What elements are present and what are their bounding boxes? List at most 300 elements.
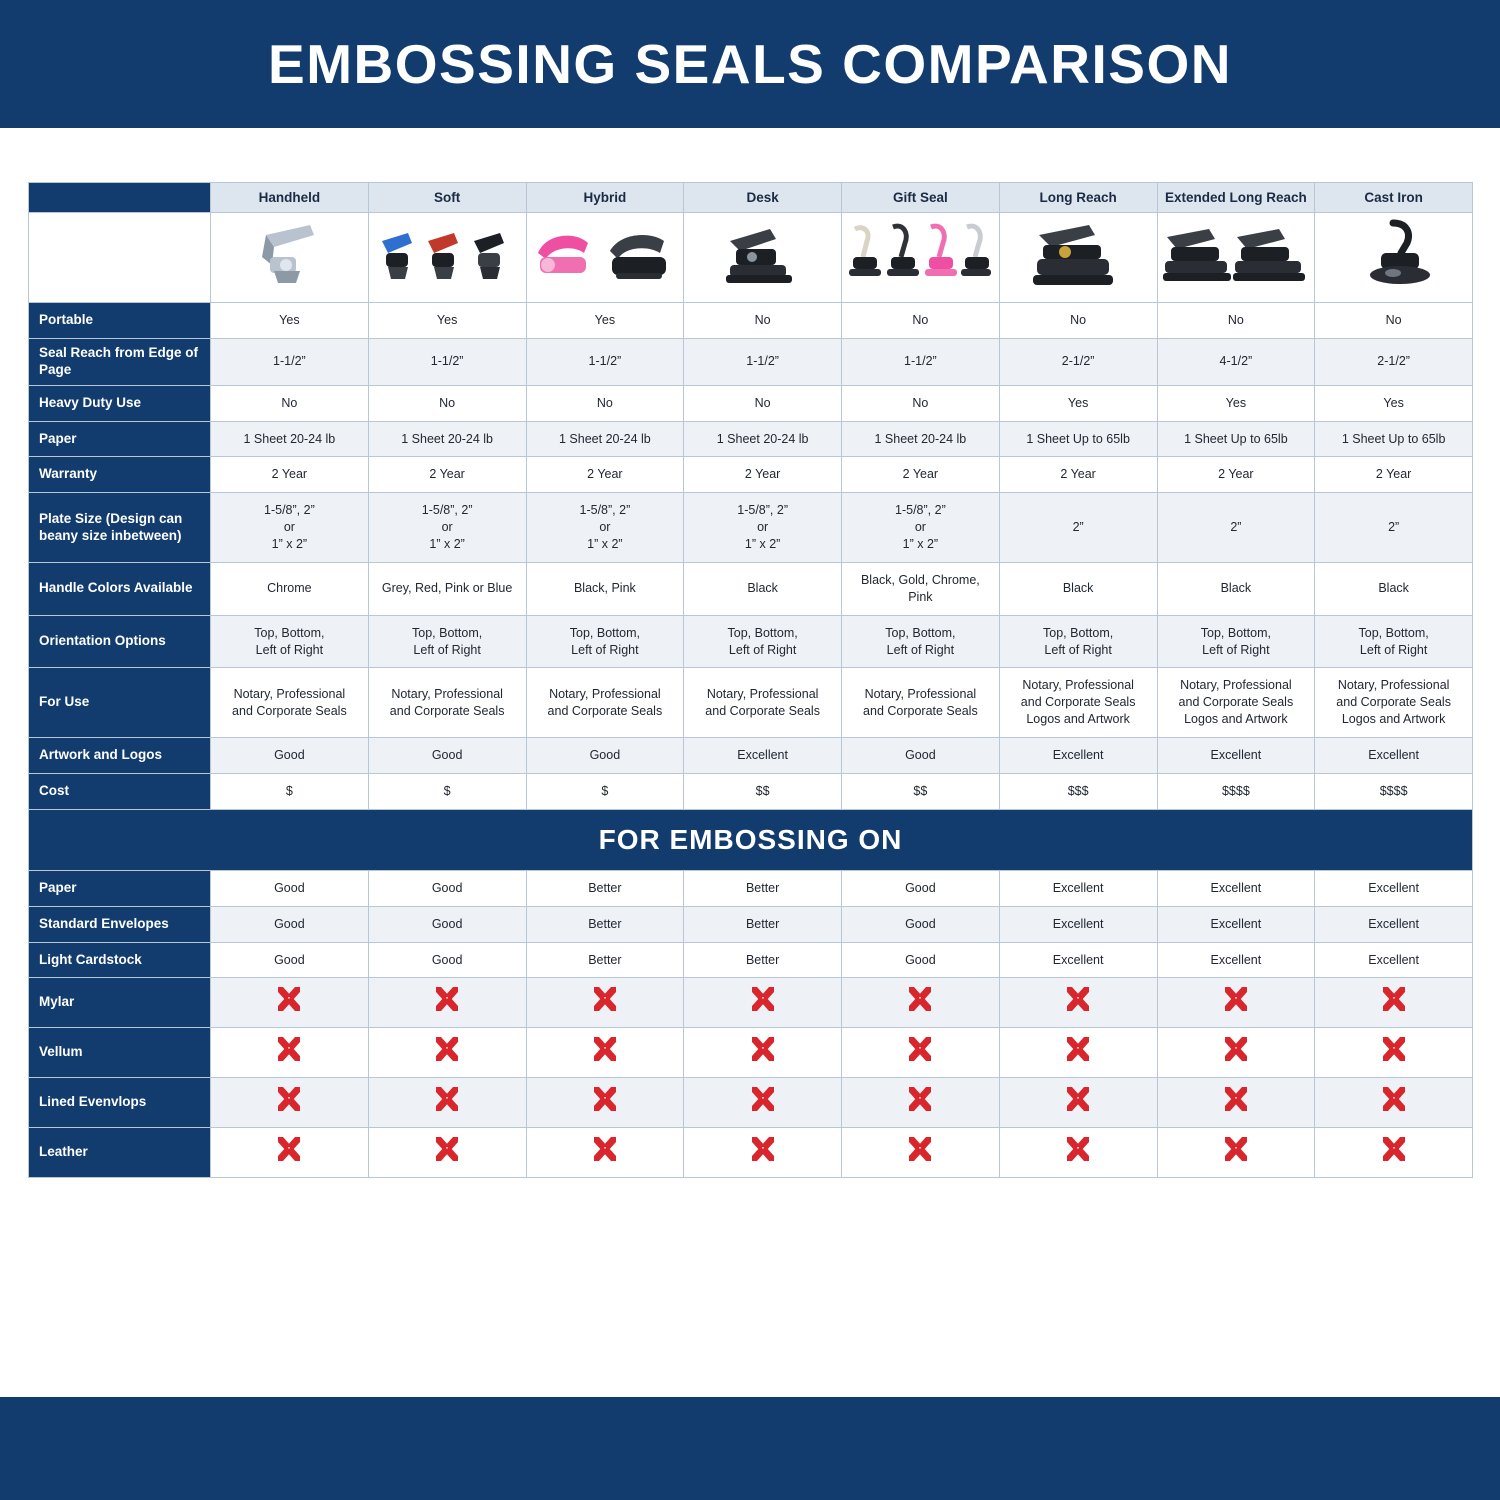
cell-line: Excellent xyxy=(1368,952,1419,967)
table-cell-unavailable xyxy=(368,1128,526,1178)
cell-line: Notary, Professional xyxy=(233,686,346,701)
row-header-cost: Cost xyxy=(29,773,211,809)
red-x-icon xyxy=(276,1137,302,1163)
red-x-icon xyxy=(1381,1137,1407,1163)
table-cell-unavailable xyxy=(684,978,842,1028)
red-x-icon xyxy=(750,1087,776,1113)
red-x-icon xyxy=(1223,987,1249,1013)
cell-line: $$ xyxy=(755,783,770,798)
cell-line: No xyxy=(596,395,613,410)
table-cell xyxy=(842,773,1000,809)
table-cell xyxy=(368,615,526,668)
cell-line: Left of Right xyxy=(571,642,639,657)
table-row xyxy=(29,615,1473,668)
cell-line: $ xyxy=(601,783,609,798)
column-header-extended-long-reach: Extended Long Reach xyxy=(1157,183,1315,213)
cell-line: Left of Right xyxy=(886,642,955,657)
cell-line: Good xyxy=(274,916,305,931)
table-cell xyxy=(1315,668,1473,738)
table-cell xyxy=(1157,303,1315,339)
cell-line: Notary, Professional xyxy=(549,686,661,701)
red-x-icon xyxy=(1381,987,1407,1013)
column-header-desk: Desk xyxy=(684,183,842,213)
row-header-orientation-options: Orientation Options xyxy=(29,615,211,668)
desk-embosser-icon xyxy=(688,213,838,302)
cell-line: Excellent xyxy=(1368,748,1419,762)
cell-line: Better xyxy=(588,952,622,967)
table-cell xyxy=(842,421,1000,457)
cell-line: Yes xyxy=(436,313,458,327)
comparison-table xyxy=(28,182,1473,1178)
table-row xyxy=(29,978,1473,1028)
cell-line: Yes xyxy=(1067,395,1089,410)
table-cell xyxy=(842,668,1000,738)
cell-line: Top, Bottom, xyxy=(885,625,956,640)
table-cell xyxy=(842,303,1000,339)
cell-line: 4-1/2” xyxy=(1219,354,1253,369)
row-header-leather: Leather xyxy=(29,1128,211,1178)
cell-line: 1-1/2” xyxy=(746,354,779,369)
table-cell-unavailable xyxy=(1157,1078,1315,1128)
table-cell xyxy=(211,303,369,339)
table-cell xyxy=(684,615,842,668)
red-x-icon xyxy=(907,1087,933,1113)
row-header-type-of-embosser: Type of Embosser xyxy=(29,213,211,303)
cell-line: Top, Bottom, xyxy=(1358,625,1429,640)
cell-line: Left of Right xyxy=(413,642,481,657)
red-x-icon xyxy=(750,987,776,1013)
table-row xyxy=(29,457,1473,493)
cell-line: Black, Gold, Chrome, Pink xyxy=(860,572,980,604)
table-cell xyxy=(211,385,369,421)
table-cell-unavailable xyxy=(1315,978,1473,1028)
table-cell xyxy=(526,668,684,738)
table-cell xyxy=(211,562,369,615)
table-row xyxy=(29,385,1473,421)
cell-line: Excellent xyxy=(1368,916,1419,931)
table-cell xyxy=(842,906,1000,942)
handheld-embosser-icon xyxy=(214,213,364,302)
cell-line: 2 Year xyxy=(429,467,465,482)
table-cell xyxy=(368,493,526,563)
row-header-artwork-and-logos: Artwork and Logos xyxy=(29,738,211,774)
table-cell xyxy=(211,773,369,809)
cell-line: Notary, Professional xyxy=(391,686,503,701)
table-cell xyxy=(1157,457,1315,493)
soft-embosser-icon xyxy=(372,213,522,302)
red-x-icon xyxy=(592,1087,618,1113)
cell-line: Top, Bottom, xyxy=(727,625,798,640)
table-corner xyxy=(29,183,211,213)
cell-line: No xyxy=(754,313,771,327)
table-cell xyxy=(842,870,1000,906)
row-header-lined-evenvlops: Lined Evenvlops xyxy=(29,1078,211,1128)
cell-line: Left of Right xyxy=(1044,642,1112,657)
cell-line: 2 Year xyxy=(271,467,308,482)
cell-line: or xyxy=(757,520,769,535)
table-cell xyxy=(368,562,526,615)
table-cell xyxy=(842,738,1000,774)
table-cell-unavailable xyxy=(684,1028,842,1078)
table-cell xyxy=(1315,562,1473,615)
cell-line: Excellent xyxy=(1052,916,1104,931)
table-cell-unavailable xyxy=(842,1128,1000,1178)
cell-line: Better xyxy=(588,880,622,895)
table-cell-unavailable xyxy=(842,1028,1000,1078)
red-x-icon xyxy=(434,1037,460,1063)
cell-line: and Corporate Seals xyxy=(547,703,663,718)
table-cell xyxy=(999,870,1157,906)
page-title: EMBOSSING SEALS COMPARISON xyxy=(268,33,1232,95)
cell-line: 1 Sheet Up to 65lb xyxy=(1026,431,1130,446)
cell-line: No xyxy=(912,313,929,327)
table-row xyxy=(29,668,1473,738)
cell-line: No xyxy=(1070,313,1087,327)
table-cell xyxy=(999,385,1157,421)
gift-seal-embosser-icon xyxy=(845,213,995,302)
cell-line: Top, Bottom, xyxy=(254,625,325,640)
table-cell xyxy=(1315,870,1473,906)
cell-line: Notary, Professional xyxy=(1180,678,1292,693)
cell-line: Yes xyxy=(1383,395,1404,410)
table-cell xyxy=(526,738,684,774)
table-cell xyxy=(999,421,1157,457)
table-cell-unavailable xyxy=(684,1078,842,1128)
cell-line: Logos and Artwork xyxy=(1184,712,1288,727)
row-header-seal-reach-from-edge-of-page: Seal Reach from Edge of Page xyxy=(29,338,211,385)
table-cell xyxy=(526,303,684,339)
cell-line: Left of Right xyxy=(728,642,797,657)
table-cell-unavailable xyxy=(684,1128,842,1178)
table-cell xyxy=(368,906,526,942)
embosser-image-cell xyxy=(684,213,842,303)
cell-line: Good xyxy=(905,916,936,931)
cell-line: 1-5/8”, 2” xyxy=(737,503,788,518)
table-cell xyxy=(211,457,369,493)
table-cell-unavailable xyxy=(526,978,684,1028)
table-cell xyxy=(368,385,526,421)
cell-line: Better xyxy=(745,916,780,931)
table-cell xyxy=(842,457,1000,493)
table-cell-unavailable xyxy=(368,1078,526,1128)
row-header-plate-size-design-can-beany-size-inbetween: Plate Size (Design can beany size inbetween) xyxy=(29,493,211,563)
table-row xyxy=(29,942,1473,978)
table-cell xyxy=(211,942,369,978)
table-cell xyxy=(999,942,1157,978)
table-cell-unavailable xyxy=(211,1078,369,1128)
table-cell xyxy=(684,668,842,738)
table-cell xyxy=(1157,562,1315,615)
cell-line: No xyxy=(912,395,929,410)
cell-line: Good xyxy=(905,952,936,967)
red-x-icon xyxy=(276,1037,302,1063)
red-x-icon xyxy=(1065,1087,1091,1113)
table-cell-unavailable xyxy=(1315,1078,1473,1128)
row-header-paper: Paper xyxy=(29,870,211,906)
cell-line: Yes xyxy=(594,313,616,327)
table-cell-unavailable xyxy=(211,1028,369,1078)
table-cell xyxy=(368,870,526,906)
cell-line: Logos and Artwork xyxy=(1026,712,1130,727)
cell-line: Excellent xyxy=(737,748,788,762)
table-cell-unavailable xyxy=(999,1078,1157,1128)
row-header-for-use: For Use xyxy=(29,668,211,738)
cell-line: Logos and Artwork xyxy=(1341,712,1446,727)
cell-line: $$$$ xyxy=(1379,783,1408,798)
table-cell xyxy=(526,385,684,421)
section-band-row xyxy=(29,809,1473,870)
extended-long-reach-embosser-icon xyxy=(1161,213,1311,302)
table-cell xyxy=(526,942,684,978)
cell-line: and Corporate Seals xyxy=(389,703,505,718)
table-cell-unavailable xyxy=(211,1128,369,1178)
cell-line: Good xyxy=(431,880,463,895)
table-cell xyxy=(684,493,842,563)
table-row xyxy=(29,562,1473,615)
red-x-icon xyxy=(907,1037,933,1063)
cell-line: Yes xyxy=(279,313,300,327)
embosser-image-cell xyxy=(1157,213,1315,303)
table-cell xyxy=(526,906,684,942)
cell-line: 1 Sheet 20-24 lb xyxy=(874,431,967,446)
table-cell-unavailable xyxy=(999,1128,1157,1178)
cell-line: 2-1/2” xyxy=(1377,354,1410,369)
table-cell xyxy=(368,773,526,809)
table-cell xyxy=(526,870,684,906)
table-row xyxy=(29,738,1473,774)
table-cell xyxy=(1157,493,1315,563)
red-x-icon xyxy=(1065,1137,1091,1163)
cell-line: Grey, Red, Pink or Blue xyxy=(381,581,513,596)
red-x-icon xyxy=(1223,1037,1249,1063)
cell-line: Excellent xyxy=(1210,748,1262,762)
table-cell xyxy=(211,493,369,563)
cell-line: 2 Year xyxy=(902,467,939,482)
cell-line: No xyxy=(281,395,298,410)
cell-line: Top, Bottom, xyxy=(412,625,483,640)
table-cell xyxy=(684,338,842,385)
table-row xyxy=(29,303,1473,339)
table-cell-unavailable xyxy=(1157,978,1315,1028)
table-cell-unavailable xyxy=(842,1078,1000,1128)
cell-line: Notary, Professional xyxy=(1022,678,1134,693)
table-cell xyxy=(684,870,842,906)
red-x-icon xyxy=(434,987,460,1013)
table-cell-unavailable xyxy=(211,978,369,1028)
table-cell xyxy=(842,615,1000,668)
table-row xyxy=(29,1028,1473,1078)
footer-band xyxy=(0,1402,1500,1500)
cell-line: 1 Sheet Up to 65lb xyxy=(1341,431,1446,446)
cell-line: 1 Sheet 20-24 lb xyxy=(559,431,651,446)
table-cell xyxy=(1157,870,1315,906)
red-x-icon xyxy=(1223,1137,1249,1163)
table-row xyxy=(29,1078,1473,1128)
table-cell xyxy=(1315,493,1473,563)
table-cell xyxy=(1157,773,1315,809)
cell-line: and Corporate Seals xyxy=(1336,695,1451,710)
cell-line: and Corporate Seals xyxy=(705,703,820,718)
table-cell xyxy=(211,738,369,774)
cell-line: 2 Year xyxy=(1218,467,1254,482)
table-cell xyxy=(368,738,526,774)
table-cell xyxy=(368,942,526,978)
table-cell xyxy=(1157,942,1315,978)
row-header-light-cardstock: Light Cardstock xyxy=(29,942,211,978)
table-cell-unavailable xyxy=(999,978,1157,1028)
table-cell xyxy=(1315,385,1473,421)
table-cell xyxy=(1157,421,1315,457)
red-x-icon xyxy=(1065,987,1091,1013)
table-cell xyxy=(999,773,1157,809)
cell-line: or xyxy=(914,520,926,535)
cell-line: Good xyxy=(905,880,936,895)
cell-line: or xyxy=(441,520,453,535)
table-cell xyxy=(526,615,684,668)
table-cell xyxy=(1157,668,1315,738)
table-cell xyxy=(211,668,369,738)
table-cell-unavailable xyxy=(1315,1028,1473,1078)
red-x-icon xyxy=(750,1037,776,1063)
table-cell xyxy=(526,773,684,809)
table-cell xyxy=(1315,942,1473,978)
cell-line: Black, Pink xyxy=(573,581,636,596)
table-cell xyxy=(1157,338,1315,385)
table-cell xyxy=(999,562,1157,615)
table-row xyxy=(29,773,1473,809)
cell-line: Excellent xyxy=(1210,880,1262,895)
table-cell xyxy=(1315,615,1473,668)
cell-line: and Corporate Seals xyxy=(1178,695,1294,710)
table-cell xyxy=(211,615,369,668)
cell-line: Yes xyxy=(1225,395,1247,410)
table-cell xyxy=(1315,338,1473,385)
cell-line: Better xyxy=(745,952,780,967)
cell-line: 2” xyxy=(1230,520,1242,535)
cell-line: and Corporate Seals xyxy=(863,703,978,718)
table-cell xyxy=(211,421,369,457)
cell-line: Chrome xyxy=(267,581,312,596)
cell-line: No xyxy=(1227,313,1244,327)
table-cell xyxy=(368,668,526,738)
cell-line: Excellent xyxy=(1052,880,1104,895)
table-cell-unavailable xyxy=(526,1078,684,1128)
comparison-table-wrap xyxy=(28,182,1472,1178)
table-cell xyxy=(526,421,684,457)
table-cell xyxy=(211,338,369,385)
cell-line: 2” xyxy=(1388,520,1400,535)
cell-line: 1” x 2” xyxy=(271,537,308,551)
red-x-icon xyxy=(1223,1087,1249,1113)
red-x-icon xyxy=(907,1137,933,1163)
long-reach-embosser-icon xyxy=(1003,213,1153,302)
table-cell-unavailable xyxy=(526,1028,684,1078)
table-cell-unavailable xyxy=(1157,1028,1315,1078)
section-band-for-embossing-on: FOR EMBOSSING ON xyxy=(29,809,1473,870)
cell-line: Good xyxy=(589,748,621,762)
embosser-image-cell xyxy=(211,213,369,303)
cell-line: 2 Year xyxy=(587,467,623,482)
row-header-heavy-duty-use: Heavy Duty Use xyxy=(29,385,211,421)
red-x-icon xyxy=(276,1087,302,1113)
table-cell xyxy=(1157,385,1315,421)
cell-line: Notary, Professional xyxy=(1337,678,1450,693)
table-cell xyxy=(999,615,1157,668)
table-cell xyxy=(1315,457,1473,493)
table-cell xyxy=(1157,906,1315,942)
row-header-standard-envelopes: Standard Envelopes xyxy=(29,906,211,942)
cell-line: 1-5/8”, 2” xyxy=(421,503,473,518)
cast-iron-embosser-icon xyxy=(1319,213,1469,302)
table-row xyxy=(29,906,1473,942)
cell-line: and Corporate Seals xyxy=(232,703,347,718)
embosser-image-cell xyxy=(1315,213,1473,303)
cell-line: and Corporate Seals xyxy=(1020,695,1136,710)
cell-line: Good xyxy=(431,916,463,931)
cell-line: 2 Year xyxy=(744,467,781,482)
cell-line: No xyxy=(1385,313,1402,327)
cell-line: 1-5/8”, 2” xyxy=(264,503,315,518)
cell-line: Black xyxy=(1220,581,1252,596)
table-cell xyxy=(684,385,842,421)
cell-line: 1” x 2” xyxy=(902,537,939,551)
table-cell xyxy=(211,870,369,906)
table-cell xyxy=(684,942,842,978)
cell-line: Notary, Professional xyxy=(864,686,977,701)
table-cell xyxy=(842,562,1000,615)
cell-line: or xyxy=(283,520,295,535)
table-cell xyxy=(1315,421,1473,457)
cell-line: Top, Bottom, xyxy=(1200,625,1271,640)
cell-line: Good xyxy=(274,952,305,967)
column-header-cast-iron: Cast Iron xyxy=(1315,183,1473,213)
row-header-handle-colors-available: Handle Colors Available xyxy=(29,562,211,615)
cell-line: Good xyxy=(905,748,936,762)
table-cell xyxy=(999,338,1157,385)
red-x-icon xyxy=(592,987,618,1013)
cell-line: Better xyxy=(745,880,780,895)
red-x-icon xyxy=(592,1037,618,1063)
embosser-image-row xyxy=(29,213,1473,303)
table-cell xyxy=(368,457,526,493)
red-x-icon xyxy=(1065,1037,1091,1063)
cell-line: Good xyxy=(274,748,305,762)
cell-line: 1-1/2” xyxy=(430,354,464,369)
cell-line: 1 Sheet Up to 65lb xyxy=(1184,431,1288,446)
red-x-icon xyxy=(1381,1037,1407,1063)
column-header-hybrid: Hybrid xyxy=(526,183,684,213)
cell-line: Black xyxy=(1378,581,1409,596)
table-cell xyxy=(1157,738,1315,774)
cell-line: Top, Bottom, xyxy=(1043,625,1114,640)
cell-line: Left of Right xyxy=(1359,642,1428,657)
table-cell-unavailable xyxy=(1315,1128,1473,1178)
cell-line: Excellent xyxy=(1052,952,1104,967)
table-cell xyxy=(999,906,1157,942)
cell-line: 1” x 2” xyxy=(744,537,781,551)
embosser-image-cell xyxy=(526,213,684,303)
red-x-icon xyxy=(276,987,302,1013)
table-cell xyxy=(999,493,1157,563)
cell-line: No xyxy=(754,395,771,410)
column-header-long-reach: Long Reach xyxy=(999,183,1157,213)
table-cell-unavailable xyxy=(842,978,1000,1028)
table-cell-unavailable xyxy=(526,1128,684,1178)
cell-line: 1 Sheet 20-24 lb xyxy=(716,431,809,446)
cell-line: 1-1/2” xyxy=(273,354,306,369)
table-cell xyxy=(999,303,1157,339)
cell-line: Excellent xyxy=(1210,952,1262,967)
